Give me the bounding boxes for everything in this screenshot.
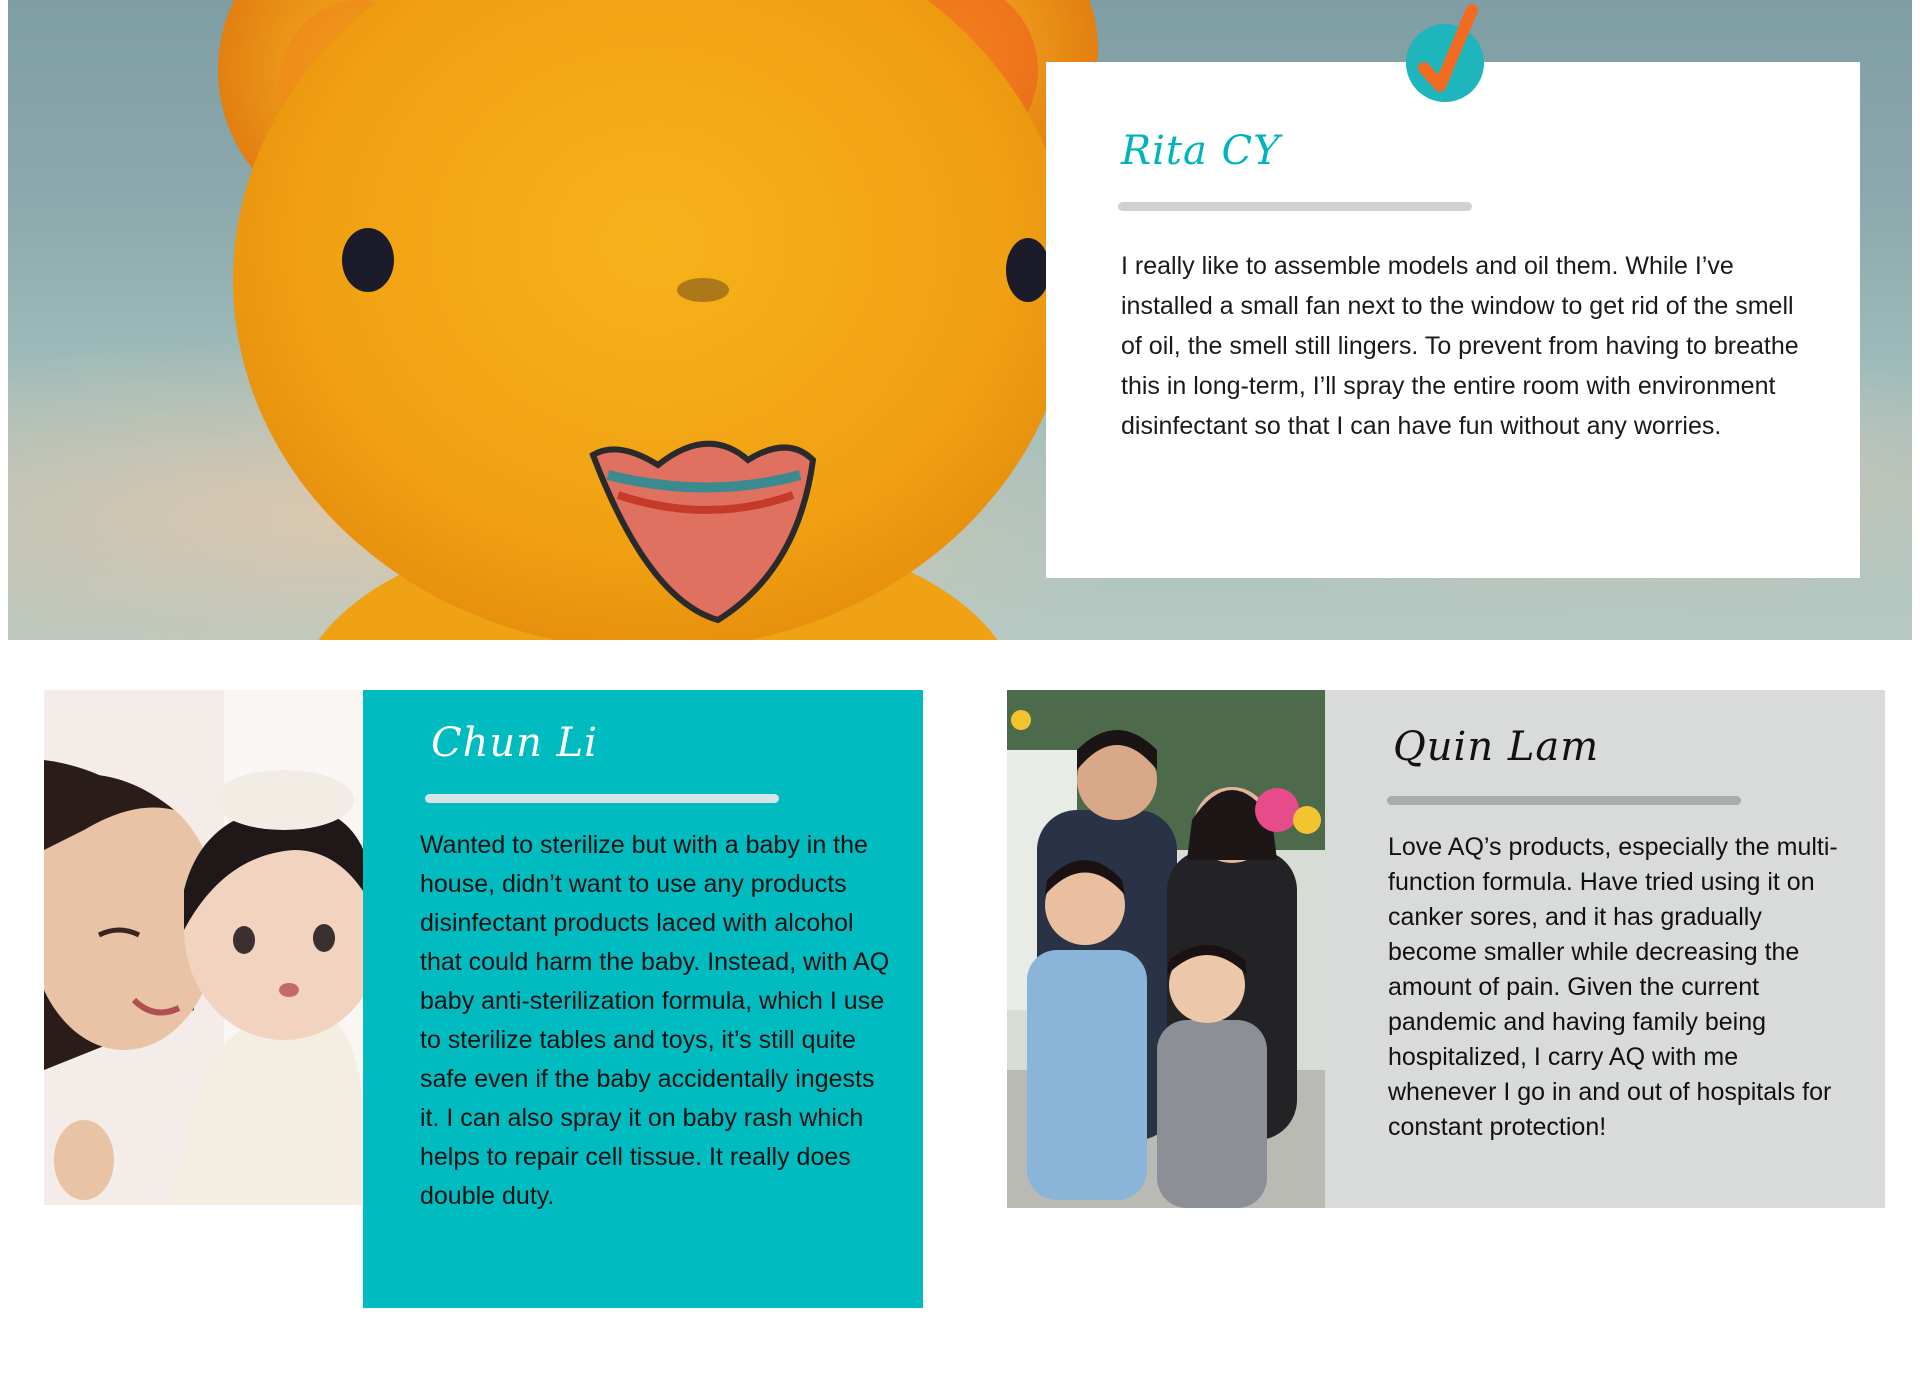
testimonial-card-chun-li [363, 690, 923, 1308]
hero-banner [8, 0, 1912, 640]
name-underline [1387, 796, 1741, 805]
testimonial-quote: I really like to assemble models and oil them. While I’ve installed a small fan next to the window to get rid of the smell of oil, the smell still lingers. To prevent from having to breathe this in long-term, I’ll spray the entire room with environment disinfectant so that I can have fun without any worries. [1121, 252, 1799, 440]
family-photo [1007, 690, 1325, 1208]
name-underline [425, 794, 779, 803]
testimonial-card-quin-lam [1325, 690, 1885, 1208]
testimonial-quote: Love AQ’s products, especially the multi-function formula. Have tried using it on canker sores, and it has gradually become smaller while decreasing the amount of pain. Given the current pandemic and having family being hospitalized, I carry AQ with me whenever I go in and out of hospitals for constant protection! [1388, 833, 1838, 1141]
reviewer-name: Quin Lam [1393, 724, 1600, 770]
name-underline [1118, 202, 1472, 211]
check-badge [1406, 24, 1484, 102]
reviewer-name: Chun Li [431, 720, 598, 766]
testimonial-card-rita [1046, 62, 1860, 578]
mother-and-baby-photo [44, 690, 364, 1205]
checkmark-icon [1406, 0, 1484, 102]
testimonial-quote: Wanted to sterilize but with a baby in the house, didn’t want to use any products disinfectant products laced with alcohol that could harm the baby. Instead, with AQ baby anti-sterilization formula, which I use to sterilize tables and toys, it’s still quite safe even if the baby accidentally ingests it. I can also spray it on baby rash which helps to repair cell tissue. It really does double duty. [420, 831, 890, 1210]
reviewer-name: Rita CY [1121, 128, 1281, 174]
teddy-bear-photo [188, 0, 1108, 640]
